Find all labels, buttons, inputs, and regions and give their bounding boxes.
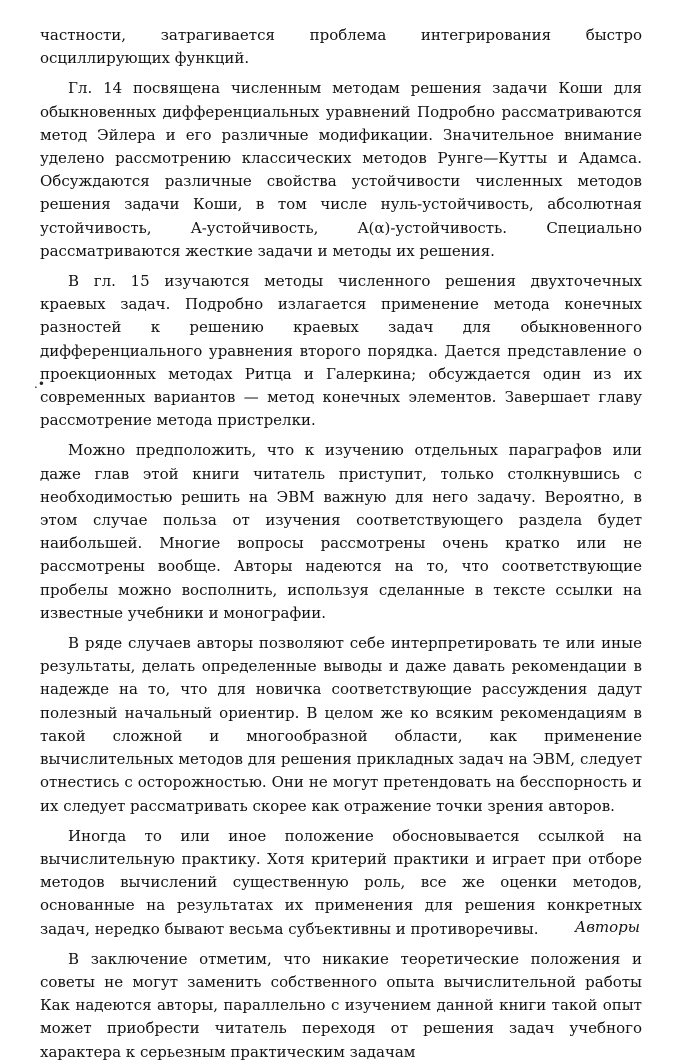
margin-mark: .• bbox=[34, 377, 45, 391]
paragraph-conclusion: В заключение отметим, что никакие теоретические положения и советы не могут заменить собственного опыта вычислительной работы Как надеются авторы, параллельно с изучением данной книги такой опыт может приобрести читатель переходя от решения задач учебного характера к серьезным практическим задачам bbox=[40, 949, 642, 1061]
paragraph-practice: Иногда то или иное положение обосновывается ссылкой на вычислительную практику. Хотя критерий практики и играет при отборе методов вычислений существенную роль, все же оценки методов, основанные на результатах их применения для решения конкретных задач, нередко бывают весьма субъективны и противоречивы. bbox=[40, 826, 642, 938]
paragraph-chapter-15: В гл. 15 изучаются методы численного решения двухточечных краевых задач. Подробно излагается применение метода конечных разностей к решению краевых задач для обыкновенного дифференциального уравнения второго порядка. Дается представление о проекционных методах Ритца и Галеркина; обсуждается один из их современных вариантов — метод конечных элементов. Завершает главу рассмотрение метода пристрелки. bbox=[40, 272, 642, 430]
paragraph-continuation: частности, затрагивается проблема интегрирования быстро осциллирующих функций. bbox=[40, 26, 642, 68]
paragraph-chapter-14: Гл. 14 посвящена численным методам решения задачи Коши для обыкновенных дифференциальных уравнений Подробно рассматриваются метод Эйлера и его различные модификации. Значительное внимание уделено рассмотрению классических методов Рунге—Кутты и Адамса. Обсуждаются различные свойства устойчивости численных методов решения задачи Коши, в том числе нуль-устойчивость, абсолютная устойчивость, A-устойчивость, A(α)-устойчивость. Специально рассматриваются жесткие задачи и методы их решения. bbox=[40, 79, 642, 260]
paragraph-recommendations: В ряде случаев авторы позволяют себе интерпретировать те или иные результаты, делать определенные выводы и даже давать рекомендации в надежде на то, что для новичка соответствующие рассуждения дадут полезный начальный ориентир. В целом же ко всяким рекомендациям в такой сложной и многообразной области, как применение вычислительных методов для решения прикладных задач на ЭВМ, следует отнестись с осторожностью. Они не могут претендовать на бесспорность и их следует рассматривать скорее как отражение точки зрения авторов. bbox=[40, 634, 642, 815]
signature-authors: Авторы bbox=[574, 918, 640, 936]
paragraph-reading-advice: Можно предположить, что к изучению отдельных параграфов или даже глав этой книги читатель приступит, только столкнувшись с необходимостью решить на ЭВМ важную для него задачу. Вероятно, в этом случае польза от изучения соответствующего раздела будет наибольшей. Многие вопросы рассмотрены очень кратко или не рассмотрены вообще. Авторы надеются на то, что соответствующие пробелы можно восполнить, используя сделанные в тексте ссылки на известные учебники и монографии. bbox=[40, 441, 642, 622]
